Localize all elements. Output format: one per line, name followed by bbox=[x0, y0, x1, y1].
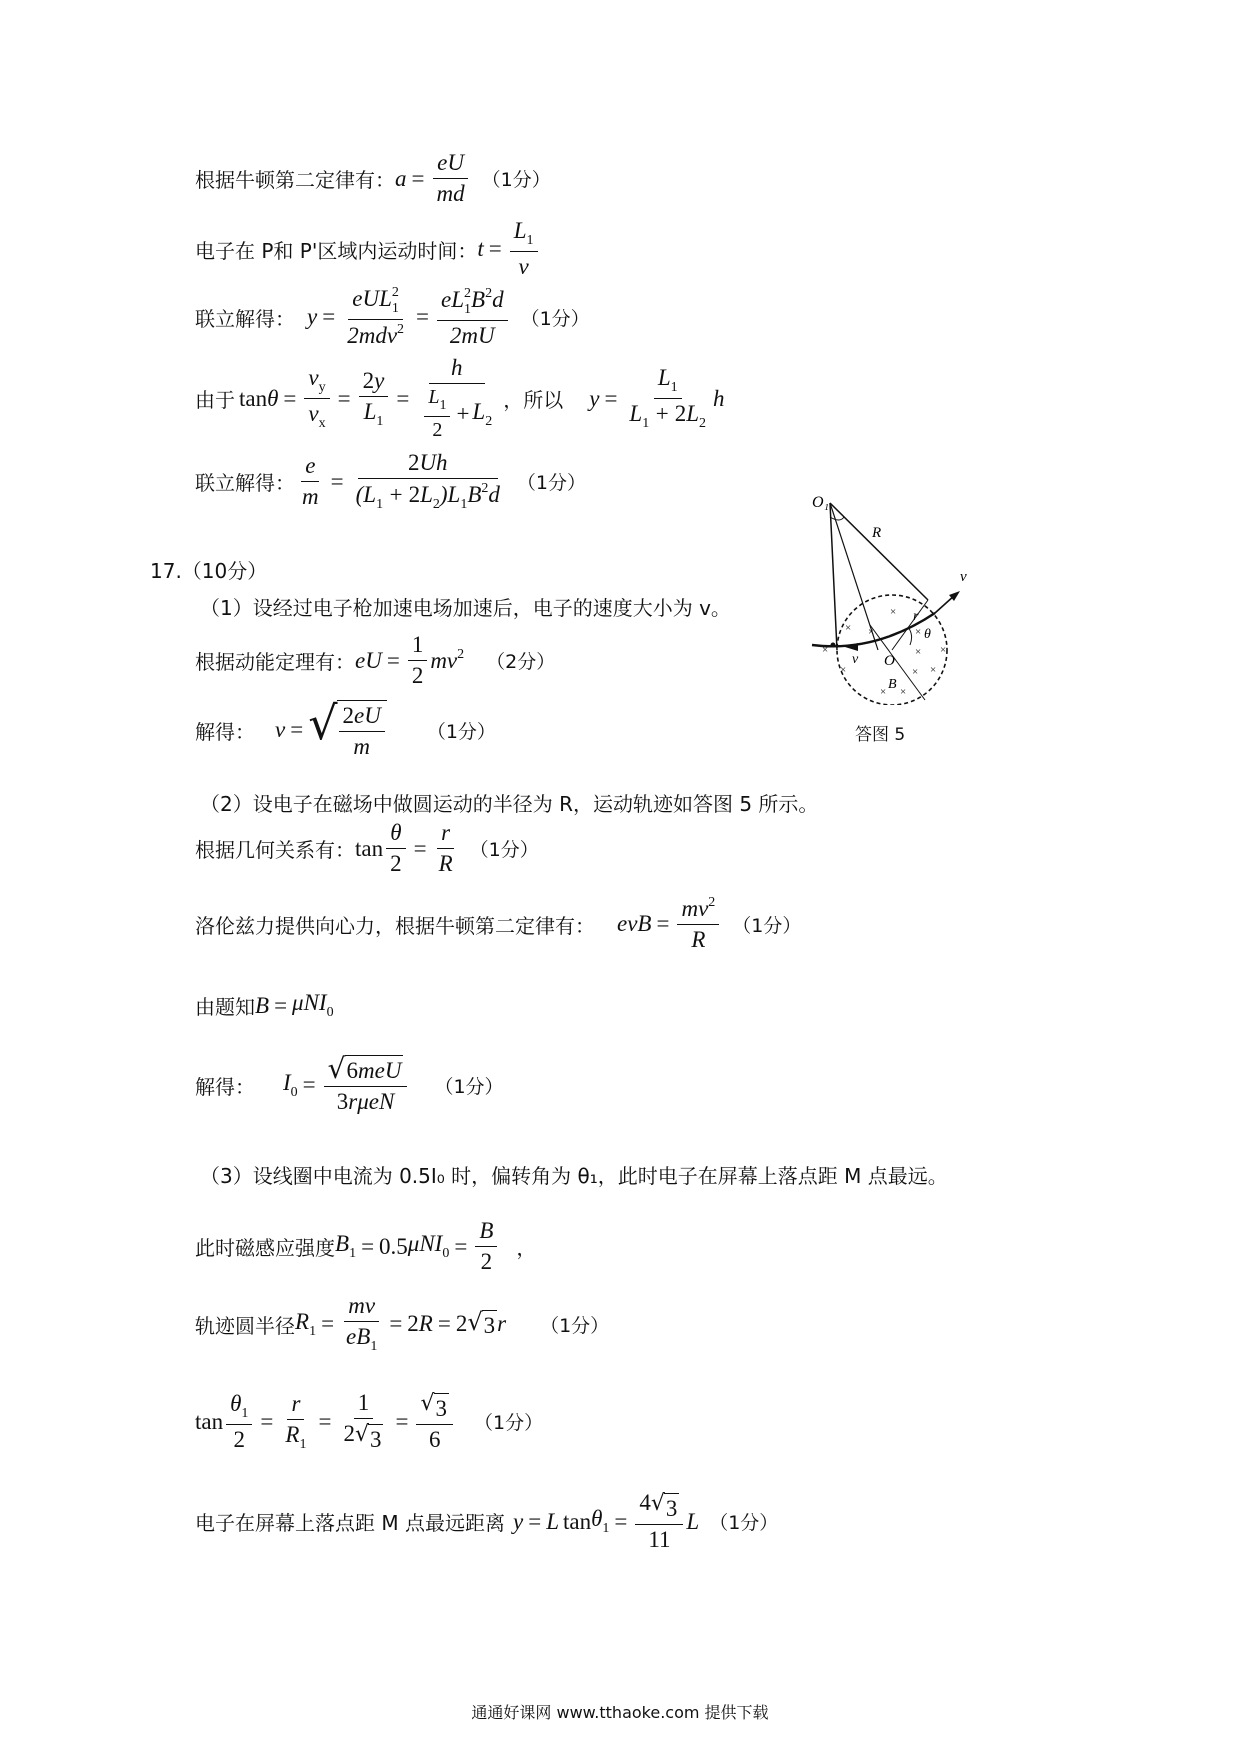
eq-solve-i0: 解得： $I_0$ = √ 6meU 3rμeN （1分） bbox=[195, 1052, 504, 1114]
label-v-out: v bbox=[960, 569, 967, 585]
label-small-r: r bbox=[913, 609, 919, 624]
eq-kinetic: 根据动能定理有： eU = $\frac{1}{2}$ $mv^2$ （2分） bbox=[195, 632, 556, 688]
page-footer: 通通好课网 www.tthaoke.com 提供下载 bbox=[471, 1703, 769, 1722]
eq-radius: 轨迹圆半径 $R_1$ = $\frac{mv}{eB_1}$ = 2 R = 2 √ 3 r （1分） bbox=[195, 1293, 610, 1354]
svg-text:×: × bbox=[890, 606, 897, 618]
svg-text:×: × bbox=[930, 664, 937, 676]
q17-heading: 17.（10分） bbox=[150, 559, 268, 583]
label-big-r: R bbox=[872, 525, 882, 541]
eq-geometry: 根据几何关系有： tan $\frac{\theta}{2}$ = $\frac{r}{R}$ （1分） bbox=[195, 820, 539, 876]
eq-farthest: 电子在屏幕上落点距 M 点最远距离 y = L tan $\theta_1$ = 4 √ 3 11 L （1分） bbox=[195, 1490, 779, 1552]
eq-newton-a: 根据牛顿第二定律有： a = $\frac{eU}{md}$ （1分） bbox=[195, 150, 551, 206]
label-o1: O₁ bbox=[812, 495, 830, 511]
eq-time-t: 电子在 P和 P'区域内运动时间： t = $\frac{L_1}{v}$ bbox=[195, 218, 541, 280]
radius-line-o1-exit bbox=[830, 503, 928, 600]
answer-figure-5 bbox=[800, 495, 980, 745]
svg-text:×: × bbox=[845, 622, 852, 634]
eq-b1: 此时磁感应强度 $B_1$ = 0.5 μNI$_0$ = $\frac{B}{2}$ ， bbox=[195, 1218, 537, 1274]
svg-text:×: × bbox=[912, 666, 919, 678]
eq-tan-theta1: tan $\frac{\theta_1}{2}$ = $\frac{r}{R_1}$ = 1 2 √ 3 = √ 3 6 （1分） bbox=[195, 1390, 544, 1452]
radius-small-r bbox=[892, 600, 928, 650]
svg-text:×: × bbox=[940, 644, 947, 656]
eq-solve-v: 解得： v = √ $\frac{2eU}{m}$ （1分） bbox=[195, 696, 496, 759]
svg-text:×: × bbox=[822, 644, 829, 656]
label-o: O bbox=[884, 653, 895, 669]
svg-text:×: × bbox=[900, 686, 907, 698]
eq-given-b: 由题知 B = μNI$_0$ bbox=[195, 990, 334, 1020]
eq-lorentz: 洛伦兹力提供向心力，根据牛顿第二定律有： evB = $\frac{mv^2}{R}$ （1分） bbox=[195, 895, 802, 952]
label-theta: θ bbox=[924, 627, 931, 642]
radius-line-o1-entry bbox=[830, 503, 837, 650]
svg-text:×: × bbox=[840, 664, 847, 676]
label-b: B bbox=[888, 677, 897, 692]
eq-tan-theta: 由于 tan θ = $\frac{v_y}{v_x}$ = $\frac{2y}{L_1}$ = h $\frac{L_1}{2}$ + $L_2$ ，所以 y = $\frac{L_1}{L_1 + 2L_2}$ h bbox=[195, 355, 725, 441]
eq-solve-em: 联立解得： $\frac{e}{m}$ = $\frac{2Uh}{(L_1 + 2L_2)L_1B^2d}$ （1分） bbox=[195, 450, 586, 512]
figure-caption: 答图 5 bbox=[855, 725, 906, 745]
svg-text:×: × bbox=[868, 626, 875, 638]
q17-part1: （1）设经过电子枪加速电场加速后，电子的速度大小为 v。 bbox=[200, 596, 731, 620]
circle-trajectory-diagram bbox=[800, 495, 980, 705]
svg-text:×: × bbox=[880, 686, 887, 698]
eq-solve-y: 联立解得： y = $\frac{eUL_1^2}{2mdv^2}$ = $\frac{eL_1^2B^2d}{2mU}$ （1分） bbox=[195, 285, 590, 348]
q17-part3: （3）设线圈中电流为 0.5I₀ 时，偏转角为 θ₁，此时电子在屏幕上落点距 M 点最远。 bbox=[200, 1164, 948, 1188]
svg-text:×: × bbox=[915, 646, 922, 658]
label-v-in: v bbox=[852, 652, 859, 667]
q17-part2: （2）设电子在磁场中做圆运动的半径为 R，运动轨迹如答图 5 所示。 bbox=[200, 792, 819, 816]
svg-text:×: × bbox=[915, 626, 922, 638]
